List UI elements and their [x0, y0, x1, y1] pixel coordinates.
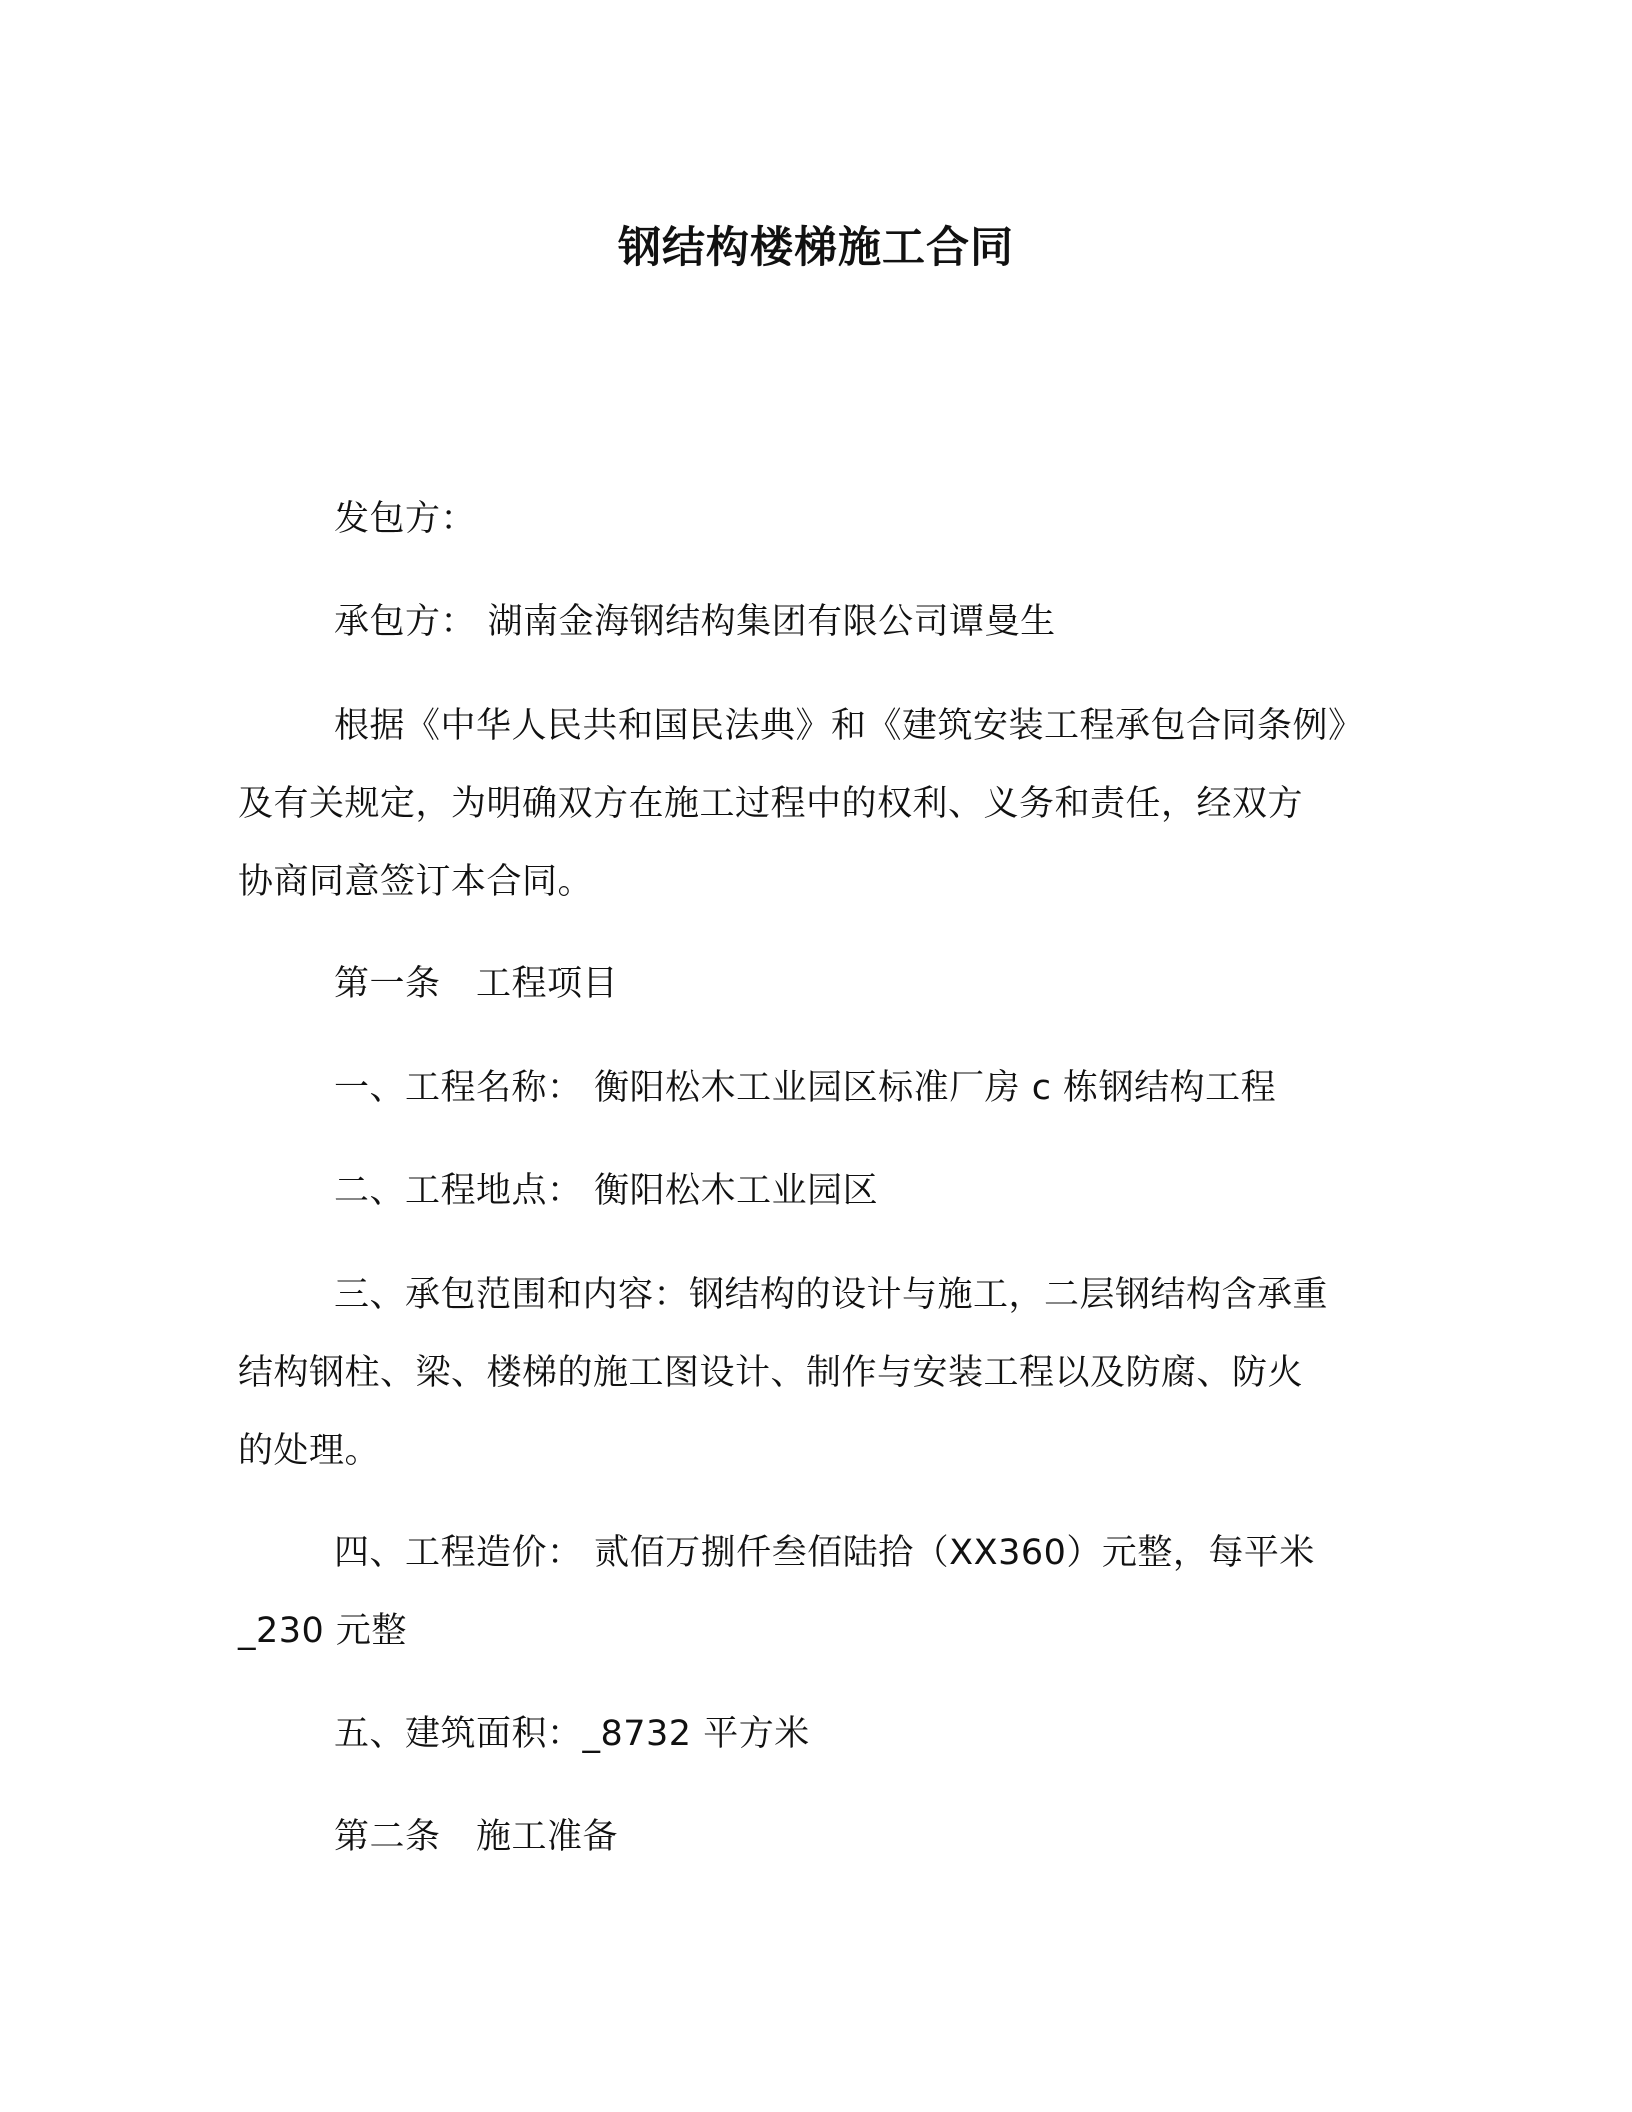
scope-paragraph	[238, 1256, 1418, 1490]
area-line: 五、建筑面积：_8732 平方米	[334, 1714, 810, 1754]
preamble-line-1: 根据《中华人民共和国民法典》和《建筑安装工程承包合同条例》	[334, 706, 1364, 746]
scope-line-3: 的处理。	[238, 1431, 381, 1471]
article-1-heading: 第一条 工程项目	[334, 964, 619, 1004]
cost-line-1: 四、工程造价： 贰佰万捌仟叁佰陆拾（XX360）元整，每平米	[334, 1533, 1315, 1573]
preamble-line-2: 及有关规定，为明确双方在施工过程中的权利、义务和责任，经双方	[238, 784, 1304, 824]
document-title: 钢结构楼梯施工合同	[618, 223, 1014, 273]
scope-line-2: 结构钢柱、梁、楼梯的施工图设计、制作与安装工程以及防腐、防火	[238, 1353, 1304, 1393]
article-2-heading: 第二条 施工准备	[334, 1817, 619, 1857]
project-location-line: 二、工程地点： 衡阳松木工业园区	[334, 1171, 879, 1211]
project-name-line: 一、工程名称： 衡阳松木工业园区标准厂房 c 栋钢结构工程	[334, 1068, 1277, 1108]
cost-paragraph	[238, 1514, 1418, 1670]
preamble-line-3: 协商同意签订本合同。	[238, 862, 594, 902]
party-a-line: 发包方：	[334, 499, 477, 539]
preamble-paragraph	[238, 687, 1418, 921]
cost-line-2: _230 元整	[238, 1611, 407, 1651]
scope-line-1: 三、承包范围和内容：钢结构的设计与施工，二层钢结构含承重	[334, 1275, 1329, 1315]
party-b-line: 承包方： 湖南金海钢结构集团有限公司谭曼生	[334, 602, 1056, 642]
